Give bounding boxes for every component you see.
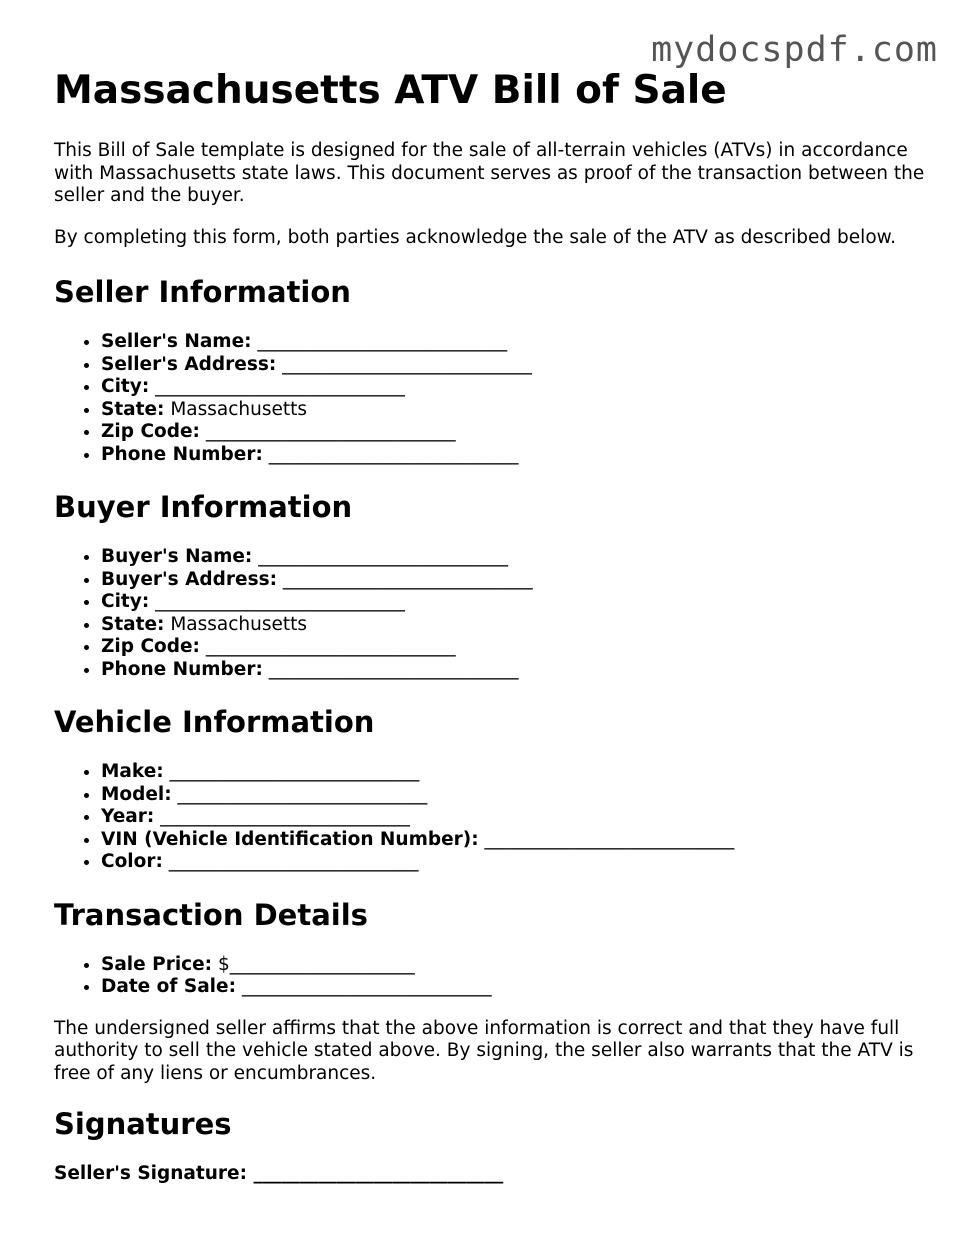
seller-signature-line (54, 1163, 934, 1186)
field-value: $____________________ (217, 953, 415, 975)
transaction-heading: Transaction Details (54, 897, 368, 932)
field-value: ___________________________ (205, 421, 456, 442)
field-label: Color: (101, 851, 163, 872)
seller-city-field (101, 376, 934, 399)
field-value: ___________________________ (268, 443, 519, 465)
field-label: Date of Sale: (101, 976, 236, 997)
seller-phone-field (101, 444, 934, 467)
buyer-state-field (101, 614, 934, 637)
field-value: ___________________________ (177, 783, 428, 805)
document-page (54, 68, 934, 1186)
field-value: ___________________________ (205, 636, 456, 657)
field-label: State: (101, 398, 165, 420)
transaction-field-list (54, 954, 934, 999)
sale-price-field (101, 954, 934, 977)
field-label: Phone Number: (101, 658, 263, 680)
field-label: Year: (101, 806, 155, 827)
field-label: Zip Code: (101, 636, 200, 657)
seller-signature-label: Seller's Signature: (54, 1163, 247, 1184)
vehicle-model-field (101, 784, 934, 807)
field-label: State: (101, 613, 165, 635)
field-label: Make: (101, 761, 164, 782)
field-value: ___________________________ (168, 851, 419, 872)
vehicle-make-field (101, 761, 934, 784)
vehicle-field-list (54, 761, 934, 874)
field-label: Zip Code: (101, 421, 200, 442)
field-label: VIN (Vehicle Identification Number): (101, 828, 479, 850)
vehicle-heading: Vehicle Information (54, 705, 375, 739)
buyer-zip-field (101, 636, 934, 659)
field-value: ___________________________ (169, 761, 420, 782)
closing-paragraph: The undersigned seller affirms that the above information is correct and that they have full authority to sell the vehicle stated above. By signing, the seller also warrants that the ATV is free of any liens or encumbrances. (54, 1017, 914, 1084)
field-label: Buyer's Address: (101, 568, 278, 590)
vehicle-color-field (101, 851, 934, 874)
field-value: ___________________________ (241, 976, 492, 997)
page-title: Massachusetts ATV Bill of Sale (54, 68, 727, 113)
seller-address-field (101, 354, 934, 377)
field-value: ___________________________ (282, 353, 532, 375)
field-label: City: (101, 376, 150, 397)
field-label: Sale Price: (101, 953, 213, 975)
buyer-name-field (101, 546, 934, 569)
field-label: Buyer's Name: (101, 546, 253, 567)
seller-zip-field (101, 421, 934, 444)
field-label: Seller's Name: (101, 331, 252, 352)
buyer-address-field (101, 569, 934, 592)
field-value: ___________________________ (155, 591, 405, 612)
field-value: ___________________________ (155, 376, 405, 397)
field-label: Model: (101, 783, 172, 805)
seller-signature-blank: ___________________________ (253, 1163, 504, 1184)
sale-date-field (101, 976, 934, 999)
intro-paragraph-1: This Bill of Sale template is designed for the sale of all-terrain vehicles (ATVs) in accordance with Massachusetts state laws. This document serves as proof of the transaction between the seller and the buyer. (54, 140, 925, 206)
field-value: ___________________________ (257, 331, 508, 352)
vehicle-year-field (101, 806, 934, 829)
seller-field-list (54, 331, 934, 466)
field-value: Massachusetts (170, 398, 308, 420)
field-label: Phone Number: (101, 443, 263, 465)
field-value: Massachusetts (170, 613, 308, 635)
field-label: Seller's Address: (101, 353, 277, 375)
buyer-city-field (101, 591, 934, 614)
field-value: ___________________________ (160, 806, 410, 827)
buyer-heading: Buyer Information (54, 490, 353, 524)
field-value: ___________________________ (258, 546, 508, 567)
seller-heading: Seller Information (54, 275, 351, 309)
watermark: mydocspdf.com (651, 30, 938, 70)
field-value: ___________________________ (282, 568, 533, 590)
field-value: ___________________________ (268, 658, 519, 680)
buyer-field-list (54, 546, 934, 681)
field-value: ___________________________ (484, 828, 735, 850)
signatures-heading: Signatures (54, 1107, 232, 1141)
field-label: City: (101, 591, 150, 612)
vehicle-vin-field (101, 829, 934, 852)
seller-state-field (101, 399, 934, 422)
intro-paragraph-2: By completing this form, both parties acknowledge the sale of the ATV as described below. (54, 226, 896, 248)
seller-name-field (101, 331, 934, 354)
buyer-phone-field (101, 659, 934, 682)
